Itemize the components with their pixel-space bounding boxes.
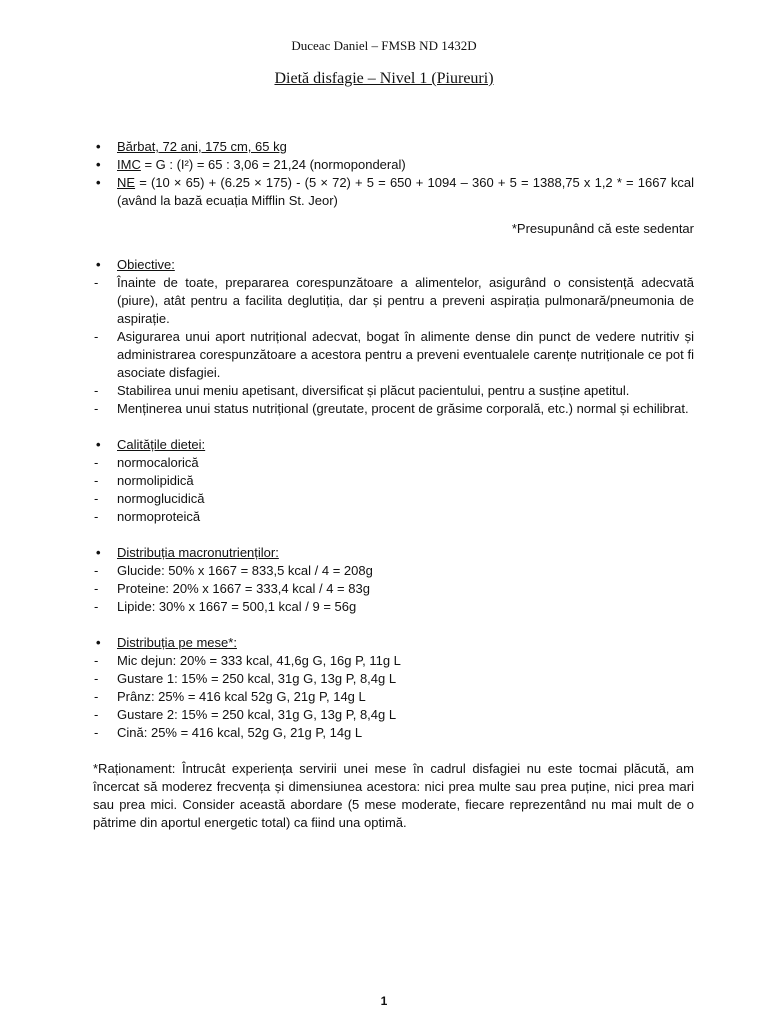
objective-item: - Asigurarea unui aport nutrițional adecvat, bogat în alimente dense din punct de vedere nutritiv și administrarea corespunzătoare a acestora pentru a preveni eventualele carențe nutriționale ce pot fi asociate disfagiei. (93, 328, 694, 382)
ne-label: NE (117, 175, 136, 190)
meal-item: - Gustare 2: 15% = 250 kcal, 31g G, 13g P, 8,4g L (93, 706, 694, 724)
qualities-heading-text: Calitățile dietei: (117, 437, 206, 452)
rationale-paragraph: *Raționament: Întrucât experiența servirii unei mese în cadrul disfagiei nu este tocmai plăcută, am încercat să moderez frecvența și dimensiunea acestora: nici prea multe sau prea puține, nici prea mari sau prea mici. Consider această abordare (5 mese moderate, fiecare reprezentând nu mai mult de o pătrime din aportul energetic total) ca fiind una optimă. (93, 761, 694, 830)
macros-heading-text: Distribuția macronutrienților: (117, 545, 279, 560)
page-number: 1 (380, 994, 388, 1008)
objectives-heading (93, 256, 694, 274)
meal-item: - Gustare 1: 15% = 250 kcal, 31g G, 13g P, 8,4g L (93, 670, 694, 688)
objectives-heading-text: Obiective: (117, 257, 175, 272)
meals-heading (93, 634, 694, 652)
document-header: Duceac Daniel – FMSB ND 1432D (291, 38, 477, 53)
quality-item: - normolipidică (93, 472, 694, 490)
imc-formula: = G : (I²) = 65 : 3,06 = 21,24 (normoponderal) (140, 157, 406, 172)
macro-item: - Glucide: 50% x 1667 = 833,5 kcal / 4 = 208g (93, 562, 694, 580)
patient-info (93, 138, 694, 156)
macro-item: - Lipide: 30% x 1667 = 500,1 kcal / 9 = 56g (93, 598, 694, 616)
objective-item: - Înainte de toate, prepararea corespunzătoare a alimentelor, asigurând o consistență adecvată (piure), atât pentru a facilita deglutiția, dar și pentru a preveni aspirația pulmonară/pneumonia de aspirație. (93, 274, 694, 328)
quality-item: - normoproteică (93, 508, 694, 526)
quality-item: - normoglucidică (93, 490, 694, 508)
imc-label: IMC (117, 157, 141, 172)
patient-line: Bărbat, 72 ani, 175 cm, 65 kg (117, 139, 287, 154)
macros-heading (93, 544, 694, 562)
quality-item: - normocalorică (93, 454, 694, 472)
qualities-heading (93, 436, 694, 454)
meal-item: - Prânz: 25% = 416 kcal 52g G, 21g P, 14g L (93, 688, 694, 706)
document-body (93, 138, 694, 832)
sedentary-note: *Presupunând că este sedentar (511, 221, 694, 236)
ne-line (93, 174, 694, 210)
objective-item: - Stabilirea unui meniu apetisant, diversificat și plăcut pacientului, pentru a susține apetitul. (93, 382, 694, 400)
meals-heading-text: Distribuția pe mese*: (117, 635, 237, 650)
meal-item: - Cină: 25% = 416 kcal, 52g G, 21g P, 14g L (93, 724, 694, 742)
ne-formula: = (10 × 65) + (6.25 × 175) - (5 × 72) + 5 = 650 + 1094 – 360 + 5 = 1388,75 x 1,2 * = 1667 kcal (având la bază ecuația Mifflin St. Jeor) (117, 175, 694, 208)
document-title (0, 70, 768, 88)
macro-item: - Proteine: 20% x 1667 = 333,4 kcal / 4 = 83g (93, 580, 694, 598)
imc-line (93, 156, 694, 174)
title-text: Dietă disfagie – Nivel 1 (Piureuri) (274, 70, 494, 87)
objective-item: - Menținerea unui status nutrițional (greutate, procent de grăsime corporală, etc.) normal și echilibrat. (93, 400, 694, 418)
meal-item: - Mic dejun: 20% = 333 kcal, 41,6g G, 16g P, 11g L (93, 652, 694, 670)
